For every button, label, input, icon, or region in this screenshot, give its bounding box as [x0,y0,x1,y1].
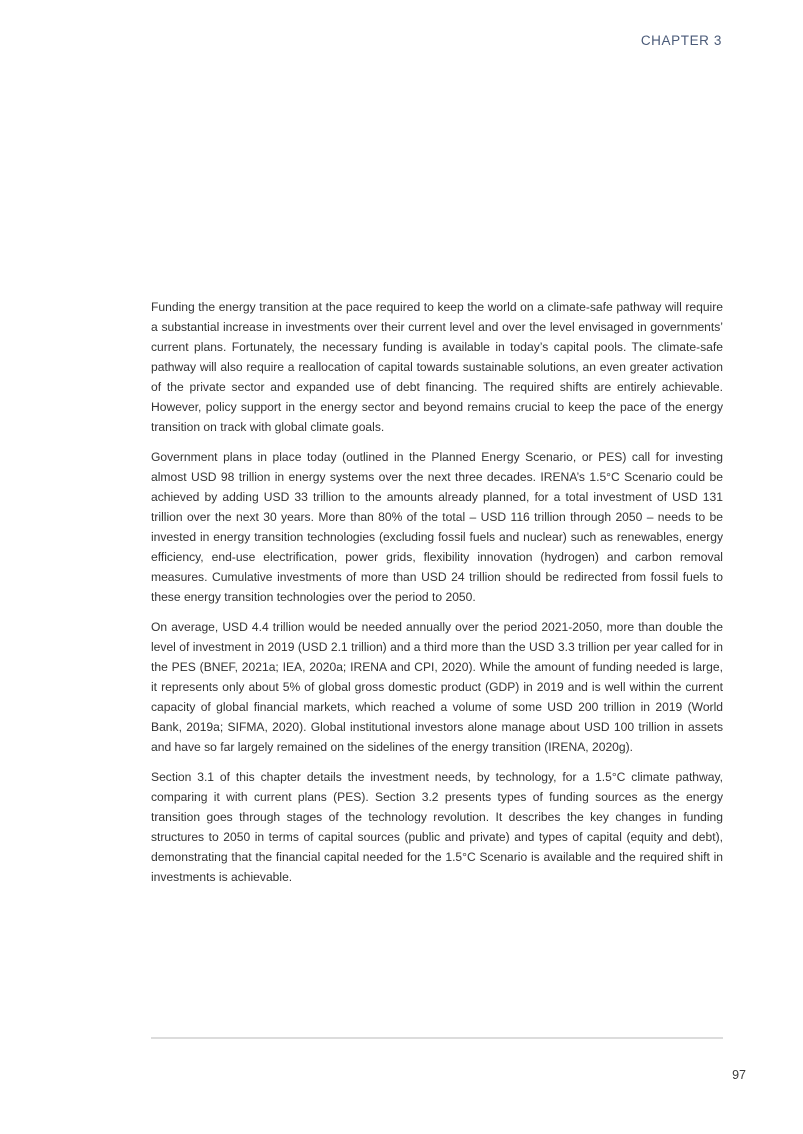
footer-divider [151,1037,723,1039]
paragraph-1: Funding the energy transition at the pace required to keep the world on a climate-safe pathway will require a substantial increase in investments over their current level and over the level envisaged in governments’ current plans. Fortunately, the necessary funding is available in today’s capital pools. The climate-safe pathway will also require a reallocation of capital towards sustainable solutions, an even greater activation of the private sector and expanded use of debt financing. The required shifts are entirely achievable. However, policy support in the energy sector and beyond remains crucial to keep the pace of the energy transition on track with global climate goals. [151,300,723,434]
paragraph-3: On average, USD 4.4 trillion would be needed annually over the period 2021-2050, more than double the level of investment in 2019 (USD 2.1 trillion) and a third more than the USD 3.3 trillion per year called for in the PES (BNEF, 2021a; IEA, 2020a; IRENA and CPI, 2020). While the amount of funding needed is large, it represents only about 5% of global gross domestic product (GDP) in 2019 and is well within the current capacity of global financial markets, which reached a volume of some USD 200 trillion in 2019 (World Bank, 2019a; SIFMA, 2020). Global institutional investors alone manage about USD 100 trillion in assets and have so far largely remained on the sidelines of the energy transition (IRENA, 2020g). [151,620,723,754]
body-text [151,297,723,897]
paragraph-4: Section 3.1 of this chapter details the investment needs, by technology, for a 1.5°C climate pathway, comparing it with current plans (PES). Section 3.2 presents types of funding sources as the energy transition goes through stages of the technology revolution. It describes the key changes in funding structures to 2050 in terms of capital sources (public and private) and types of capital (equity and debt), demonstrating that the financial capital needed for the 1.5°C Scenario is available and the required shift in investments is achievable. [151,770,723,884]
paragraph-2: Government plans in place today (outlined in the Planned Energy Scenario, or PES) call for investing almost USD 98 trillion in energy systems over the next three decades. IRENA’s 1.5°C Scenario could be achieved by adding USD 33 trillion to the amounts already planned, for a total investment of USD 131 trillion over the next 30 years. More than 80% of the total – USD 116 trillion through 2050 – needs to be invested in energy transition technologies (excluding fossil fuels and nuclear) such as renewables, energy efficiency, end-use electrification, power grids, flexibility innovation (hydrogen) and carbon removal measures. Cumulative investments of more than USD 24 trillion should be redirected from fossil fuels to these energy transition technologies over the period to 2050. [151,450,723,604]
chapter-header: CHAPTER 3 [640,33,722,48]
page-number: 97 [732,1068,746,1082]
